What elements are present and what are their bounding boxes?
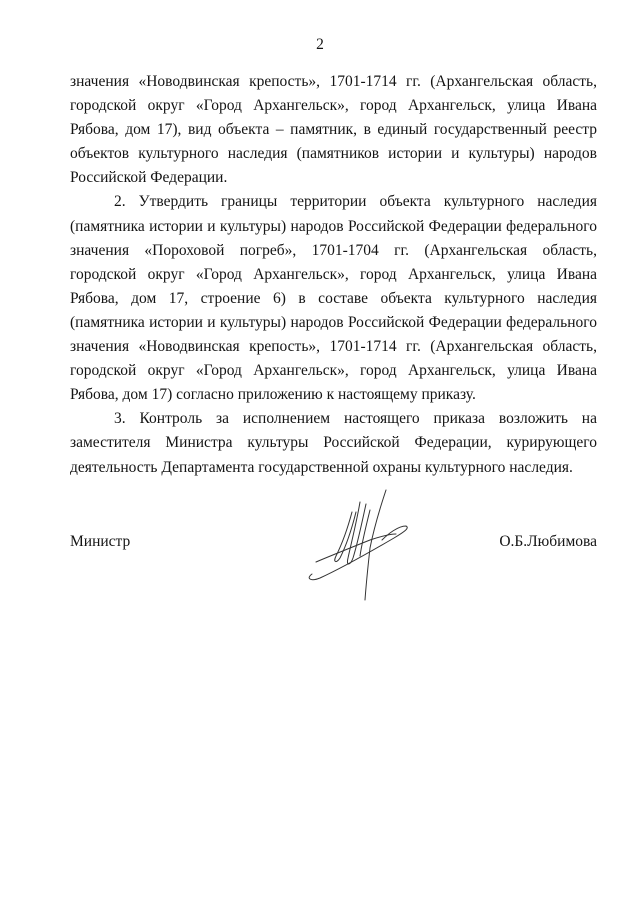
document-body bbox=[70, 70, 597, 480]
paragraph-item-2: 2. Утвердить границы территории объекта культурного наследия (памятника истории и культуры) народов Российской Федерации федерального значения «Пороховой погреб», 1701-1704 гг. (Архангельская область, городской округ «Город Архангельск», город Архангельск, улица Ивана Рябова, дом 17, строение 6) в составе объекта культурного наследия (памятника истории и культуры) народов Российской Федерации федерального значения «Новодвинская крепость», 1701-1714 гг. (Архангельская область, городской округ «Город Архангельск», город Архангельск, улица Ивана Рябова, дом 17) согласно приложению к настоящему приказу. bbox=[70, 193, 597, 404]
page-number: 2 bbox=[316, 36, 324, 53]
paragraph-continuation: значения «Новодвинская крепость», 1701-1714 гг. (Архангельская область, городской округ «Город Архангельск», город Архангельск, улица Ивана Рябова, дом 17), вид объекта – памятник, в единый государственный реестр объектов культурного наследия (памятников истории и культуры) народов Российской Федерации. bbox=[70, 73, 597, 187]
signatory-name: О.Б.Любимова bbox=[499, 533, 597, 550]
paragraph-item-3: 3. Контроль за исполнением настоящего приказа возложить на заместителя Министра культуры Российской Федерации, курирующего деятельность Департамента государственной охраны культурного наследия. bbox=[70, 410, 597, 476]
signatory-title: Министр bbox=[70, 533, 131, 550]
handwritten-signature-icon bbox=[300, 482, 420, 602]
